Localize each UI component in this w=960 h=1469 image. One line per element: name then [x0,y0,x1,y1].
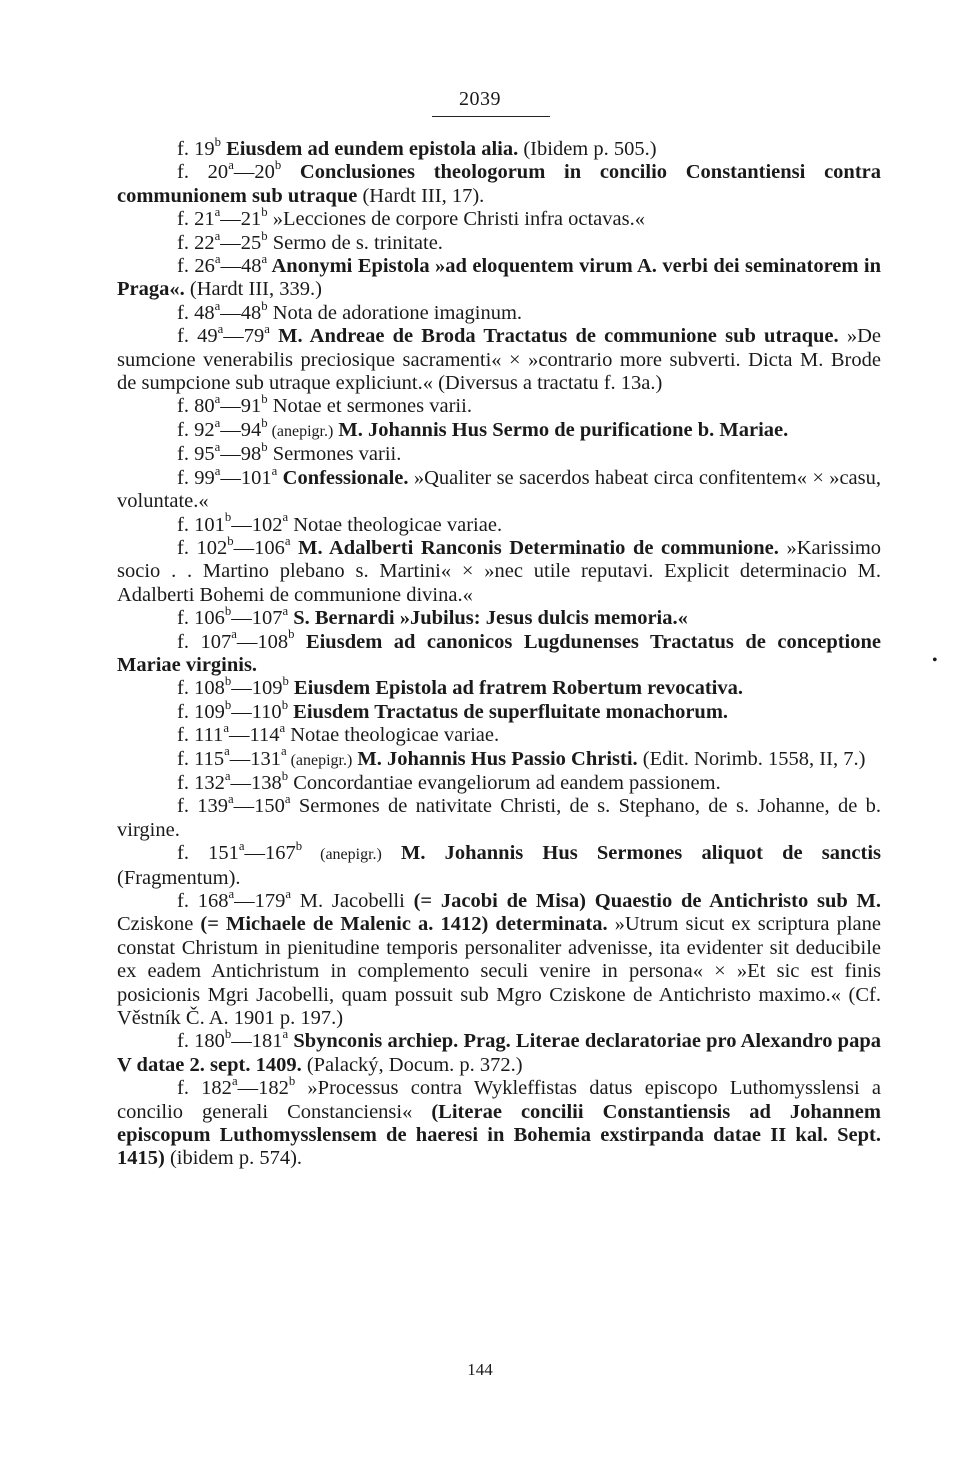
folio-ref: f. 139 [177,795,229,818]
folio-side: a [271,463,278,478]
entry-title: S. Bernardi »Jubilus: Jesus dulcis memoria.« [288,607,688,630]
folio-ref: f. 102 [177,536,228,559]
catalog-entry [117,839,881,890]
folio-ref: f. 49 [177,325,218,348]
folio-range: —106 [233,536,285,559]
folio-ref: f. 111 [177,724,224,747]
entry-title: Eiusdem Tractatus de superfluitate monachorum. [288,700,729,723]
entry-text: »De sumcione venerabilis preciosique sacramenti« × »contrario more subverti. Dicta M. Brode de sumpcione sub utraque expliciunt.« (Diversus a tractatu f. 13a.) [117,325,882,395]
folio-range: —181 [231,1030,283,1053]
folio-side: a [282,1027,289,1042]
catalog-entry [117,627,881,678]
folio-side: a [264,322,270,337]
folio-ref: f. 99 [177,466,215,489]
folio-side: a [279,721,286,736]
stray-mark: • [932,652,938,669]
folio-side: a [282,510,289,525]
entry-title: Sbynconis archiep. Prag. Literae declaratoriae pro Alexandro papa V datae 2. sept. 1409. [117,1030,881,1076]
entry-text: (Hardt III, 17). [357,184,485,207]
folio-side: a [231,627,237,642]
entry-text: Sermones varii. [267,443,402,466]
folio-side: b [224,697,232,712]
entry-text: (Fragmentum). [117,866,241,889]
catalog-entry [117,392,881,418]
folio-ref: f. 80 [177,395,215,418]
folio-range: —101 [220,466,272,489]
folio-side: a [280,744,287,759]
folio-ref: f. 22 [177,231,215,254]
folio-side: b [281,768,289,783]
entry-title: (Literae concilii Constantiensis ad Johannem episcopum Luthomysslensem de haeresi in Bohemia exstirpanda datae II kal. Sept. 1415) [117,1100,881,1170]
entry-text: Notae et sermones varii. [267,395,472,418]
folio-side: a [214,228,221,243]
folio-ref: f. 109 [177,700,225,723]
folio-ref: f. 95 [177,443,215,466]
entry-title: M. Johannis Hus Sermones aliquot de sanctis [381,842,881,865]
folio-side: b [261,415,268,430]
folio-side: a [224,744,230,759]
entry-title: Eiusdem ad eundem epistola alia. [220,138,519,160]
entry-title: (= Michaele de Malenic a. 1412) determinata. [200,913,608,936]
folio-range: —114 [228,724,280,747]
folio-side: a [214,298,221,313]
folio-range: —131 [229,747,281,770]
entry-text: »Utrum sicut ex scriptura plane constat Christum in pienitudine temporis personaliter advenisse, ita evidenter sit deducibile ex eadem Antichristum in complemento seculi venire in persona« × »Et sic est finis posicionis Mgri Jacobelli, quam possuit sub Mgro Cziskone de Antichristo maximo.« (Cf. Věstník Č. A. 1901 p. 197.) [117,913,882,1030]
folio-side: b [288,627,295,642]
folio-side: b [288,1074,296,1089]
folio-side: b [224,510,232,525]
folio-side: a [214,392,221,407]
folio-side: b [274,158,282,173]
entry-text: »Karissimo socio . . Martino plebano s. Martini« × »nec utile reputavi. Explicit determinacio M. Adalberti Bohemi de communione divina.« [117,536,882,606]
catalog-entry [117,251,882,302]
folio-side: b [282,674,289,689]
catalog-entry [117,886,882,1030]
folio-range: —20 [233,161,275,184]
folio-side: b [261,298,268,313]
folio-side: a [285,886,292,901]
entry-text: Sermones de nativitate Christi, de s. Stephano, de s. Johanne, de b. virgine. [117,795,881,841]
folio-range: —79 [223,325,265,348]
entry-text: (Ibidem p. 505.) [518,138,657,160]
entry-title: Confessionale. [277,466,409,489]
folio-range: —91 [220,395,262,418]
folio-ref: f. 132 [177,771,225,794]
entry-text: Cziskone [117,913,201,936]
folio-range: —102 [231,513,283,536]
anepigraphic-note: (anepigr.) [286,751,353,769]
folio-side: a [217,322,224,337]
folio-side: a [228,158,234,173]
folio-ref: f. 182 [177,1077,232,1100]
catalog-entry [117,1074,881,1171]
folio-side: a [284,533,291,548]
entry-title: M. Andreae de Broda Tractatus de communione sub utraque. [269,325,839,348]
folio-side: a [214,251,221,266]
entry-text: Nota de adoratione imaginum. [267,301,523,324]
folio-side: b [281,697,289,712]
entry-title: M. Adalberti Ranconis Determinatio de communione. [290,536,779,559]
folio-ref: f. 168 [177,890,229,912]
entry-text: »Processus contra Wykleffistas datus episcopo Luthomysslensi a concilio generali Constanciensi« [117,1077,881,1123]
folio-ref: f. 106 [177,607,225,630]
folio-side: b [261,392,268,407]
folio-side: a [261,251,268,266]
folio-side: b [227,533,234,548]
folio-ref: f. 48 [177,301,215,324]
entry-text: M. Jacobelli [291,890,414,912]
entry-text: Notae theologicae variae. [288,513,503,536]
folio-side: b [224,674,232,689]
entry-text: (Edit. Norimb. 1558, II, 7.) [637,747,866,770]
entry-text: (Hardt III, 339.) [184,278,322,301]
folio-ref: f. 92 [177,418,215,441]
catalog-entry [117,205,881,231]
entry-title: M. Johannis Hus Passio Christi. [352,747,638,770]
folio-side: b [261,440,268,455]
catalog-entry [117,158,882,208]
folio-side: a [231,1074,238,1089]
folio-side: a [228,792,234,807]
folio-side: a [214,440,221,455]
folio-ref: f. 115 [177,747,225,770]
folio-range: —182 [237,1077,289,1100]
folio-range: —109 [231,677,283,700]
catalog-entry [117,463,881,514]
folio-range: —94 [220,418,262,441]
entry-title: Anonymi Epistola »ad eloquentem virum A. verbi dei seminatorem in Praga«. [117,255,882,301]
folio-range: —21 [220,208,262,231]
folio-side: a [224,768,231,783]
folio-range: —110 [231,700,282,723]
folio-ref: f. 20 [177,161,229,184]
catalog-entry [117,533,882,607]
entry-title: Conclusiones theologorum in concilio Constantiensi contra communionem sub utraque [117,161,882,207]
folio-side: a [214,415,221,430]
catalog-entry [117,674,881,700]
catalog-entry [117,744,881,772]
folio-side: a [284,792,291,807]
entry-text: Sermo de s. trinitate. [267,231,443,254]
folio-ref: f. 101 [177,513,225,536]
folio-range: —108 [236,630,289,653]
catalog-entry [117,697,881,724]
entry-text: (ibidem p. 574). [164,1147,303,1170]
entry-text: »Lecciones de corpore Christi infra octavas.« [267,208,645,231]
folio-ref: f. 180 [177,1030,225,1053]
folio-range: —167 [244,842,296,865]
folio-side: a [223,721,229,736]
entry-text: Notae theologicae variae. [285,724,500,747]
folio-side: b [224,1027,232,1042]
catalog-entry [117,440,881,466]
folio-range: —48 [220,255,262,278]
entry-text: Concordantiae evangeliorum ad eandem passionem. [288,771,721,794]
folio-ref: f. 21 [177,208,215,231]
folio-side: b [261,228,268,243]
entry-title: Eiusdem ad canonicos Lugdunenses Tractatus de conceptione Mariae virginis. [117,630,881,676]
folio-ref: f. 108 [177,677,225,700]
anepigraphic-note: (anepigr.) [302,846,382,864]
catalog-entry [117,792,881,842]
entry-title: M. Johannis Hus Sermo de purificatione b. Mariae. [333,418,789,441]
header-rule [432,116,550,117]
folio-side: a [214,463,221,478]
folio-side: a [238,839,245,854]
manuscript-catalog-text [117,134,882,1171]
entry-text: (Palacký, Docum. p. 372.) [301,1053,523,1076]
folio-ref: f. 151 [177,842,239,865]
folio-range: —98 [220,443,262,466]
folio-side: a [282,604,289,619]
catalog-entry [117,415,881,443]
folio-range: —138 [230,771,282,794]
folio-side: a [214,205,221,220]
catalog-entry [117,322,882,395]
folio-side: b [295,839,303,854]
catalog-entry [117,228,881,255]
folio-ref: f. 26 [177,255,215,278]
folio-side: b [214,134,221,149]
folio-range: —25 [220,231,262,254]
anepigraphic-note: (anepigr.) [267,422,334,440]
entry-text: »Qualiter se sacerdos habeat circa confitentem« × »casu, voluntate.« [117,466,881,513]
entry-title: (= Jacobi de Misa) Quaestio de Antichristo sub M. [413,890,882,912]
folio-range: —179 [234,890,286,912]
folio-ref: f. 19 [177,138,215,160]
folio-ref: f. 107 [177,630,232,653]
catalog-entry [117,721,881,747]
folio-range: —48 [220,301,262,324]
page-number-bottom: 144 [467,1360,493,1379]
catalog-entry [117,1027,881,1077]
folio-range: —150 [233,795,285,818]
folio-side: b [224,604,232,619]
page-number-top: 2039 [459,88,501,110]
folio-side: a [228,886,235,901]
folio-side: b [261,205,268,220]
entry-title: Eiusdem Epistola ad fratrem Robertum revocativa. [288,677,743,700]
catalog-entry [117,298,881,325]
folio-range: —107 [231,607,283,630]
